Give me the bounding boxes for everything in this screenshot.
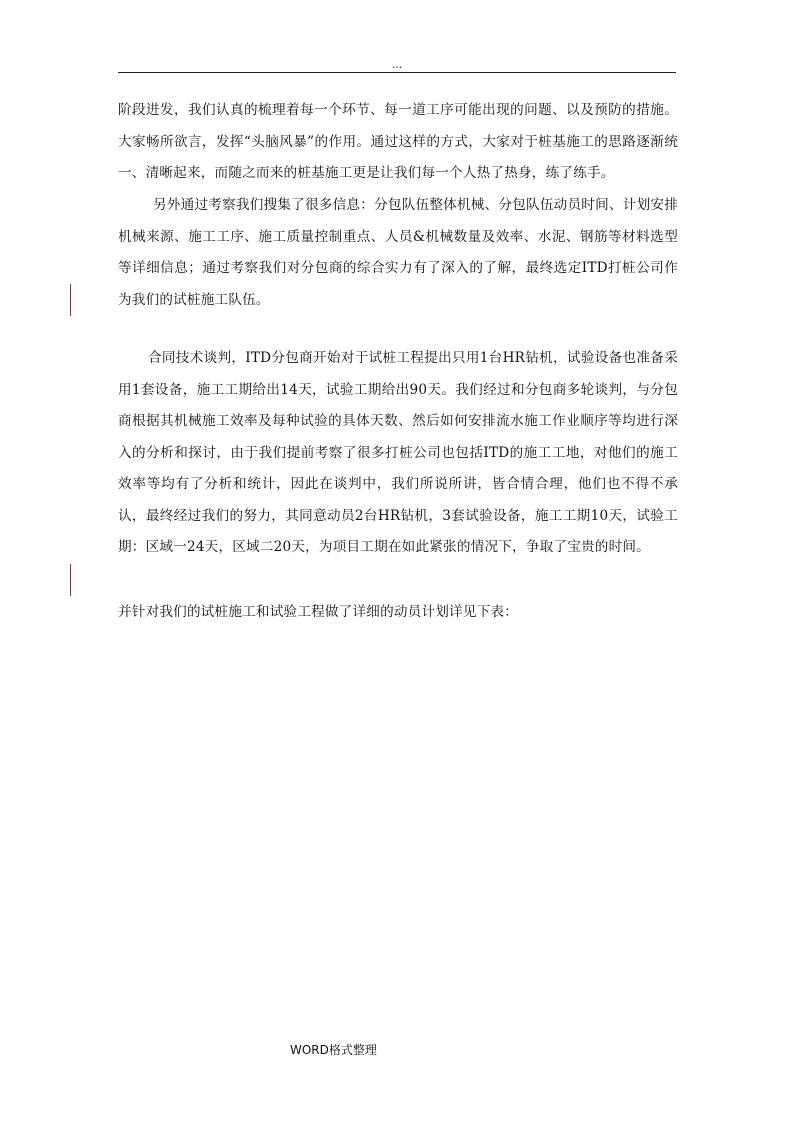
header-mark: ... bbox=[391, 58, 403, 71]
revision-margin-bar bbox=[70, 564, 71, 596]
revision-margin-bar bbox=[70, 284, 71, 316]
paragraph-1: 阶段进发，我们认真的梳理着每一个环节、每一道工序可能出现的问题、以及预防的措施。大家畅所欲言，发挥“头脑风暴”的作用。通过这样的方式，大家对于桩基施工的思路逐渐统一、清晰起来，而随之而来的桩基施工更是让我们每一个人热了热身，练了练手。 bbox=[118, 102, 678, 181]
header-rule bbox=[118, 72, 676, 73]
paragraph-3: 合同技术谈判，ITD分包商开始对于试桩工程提出只用1台HR钻机，试验设备也准备采用1套设备，施工工期给出14天，试验工期给出90天。我们经过和分包商多轮谈判，与分包商根据其机械施工效率及每种试验的具体天数、然后如何安排流水施工作业顺序等均进行深入的分析和探讨，由于我们提前考察了很多打桩公司也包括ITD的施工工地，对他们的施工效率等均有了分析和统计，因此在谈判中，我们所说所讲，皆合情合理，他们也不得不承认，最终经过我们的努力，其同意动员2台HR钻机，3套试验设备，施工工期10天，试验工期：区域一24天，区域二20天，为项目工期在如此紧张的情况下，争取了宝贵的时间。 bbox=[118, 350, 678, 555]
footer-text: WORD格式整理 bbox=[290, 1043, 377, 1057]
paragraph-2: 另外通过考察我们搜集了很多信息：分包队伍整体机械、分包队伍动员时间、计划安排机械来源、施工工序、施工质量控制重点、人员&机械数量及效率、水泥、钢筋等材料选型等详细信息；通过考察我们对分包商的综合实力有了深入的了解，最终选定ITD打桩公司作为我们的试桩施工队伍。 bbox=[118, 197, 678, 308]
paragraph-4: 并针对我们的试桩施工和试验工程做了详细的动员计划详见下表： bbox=[118, 604, 519, 620]
